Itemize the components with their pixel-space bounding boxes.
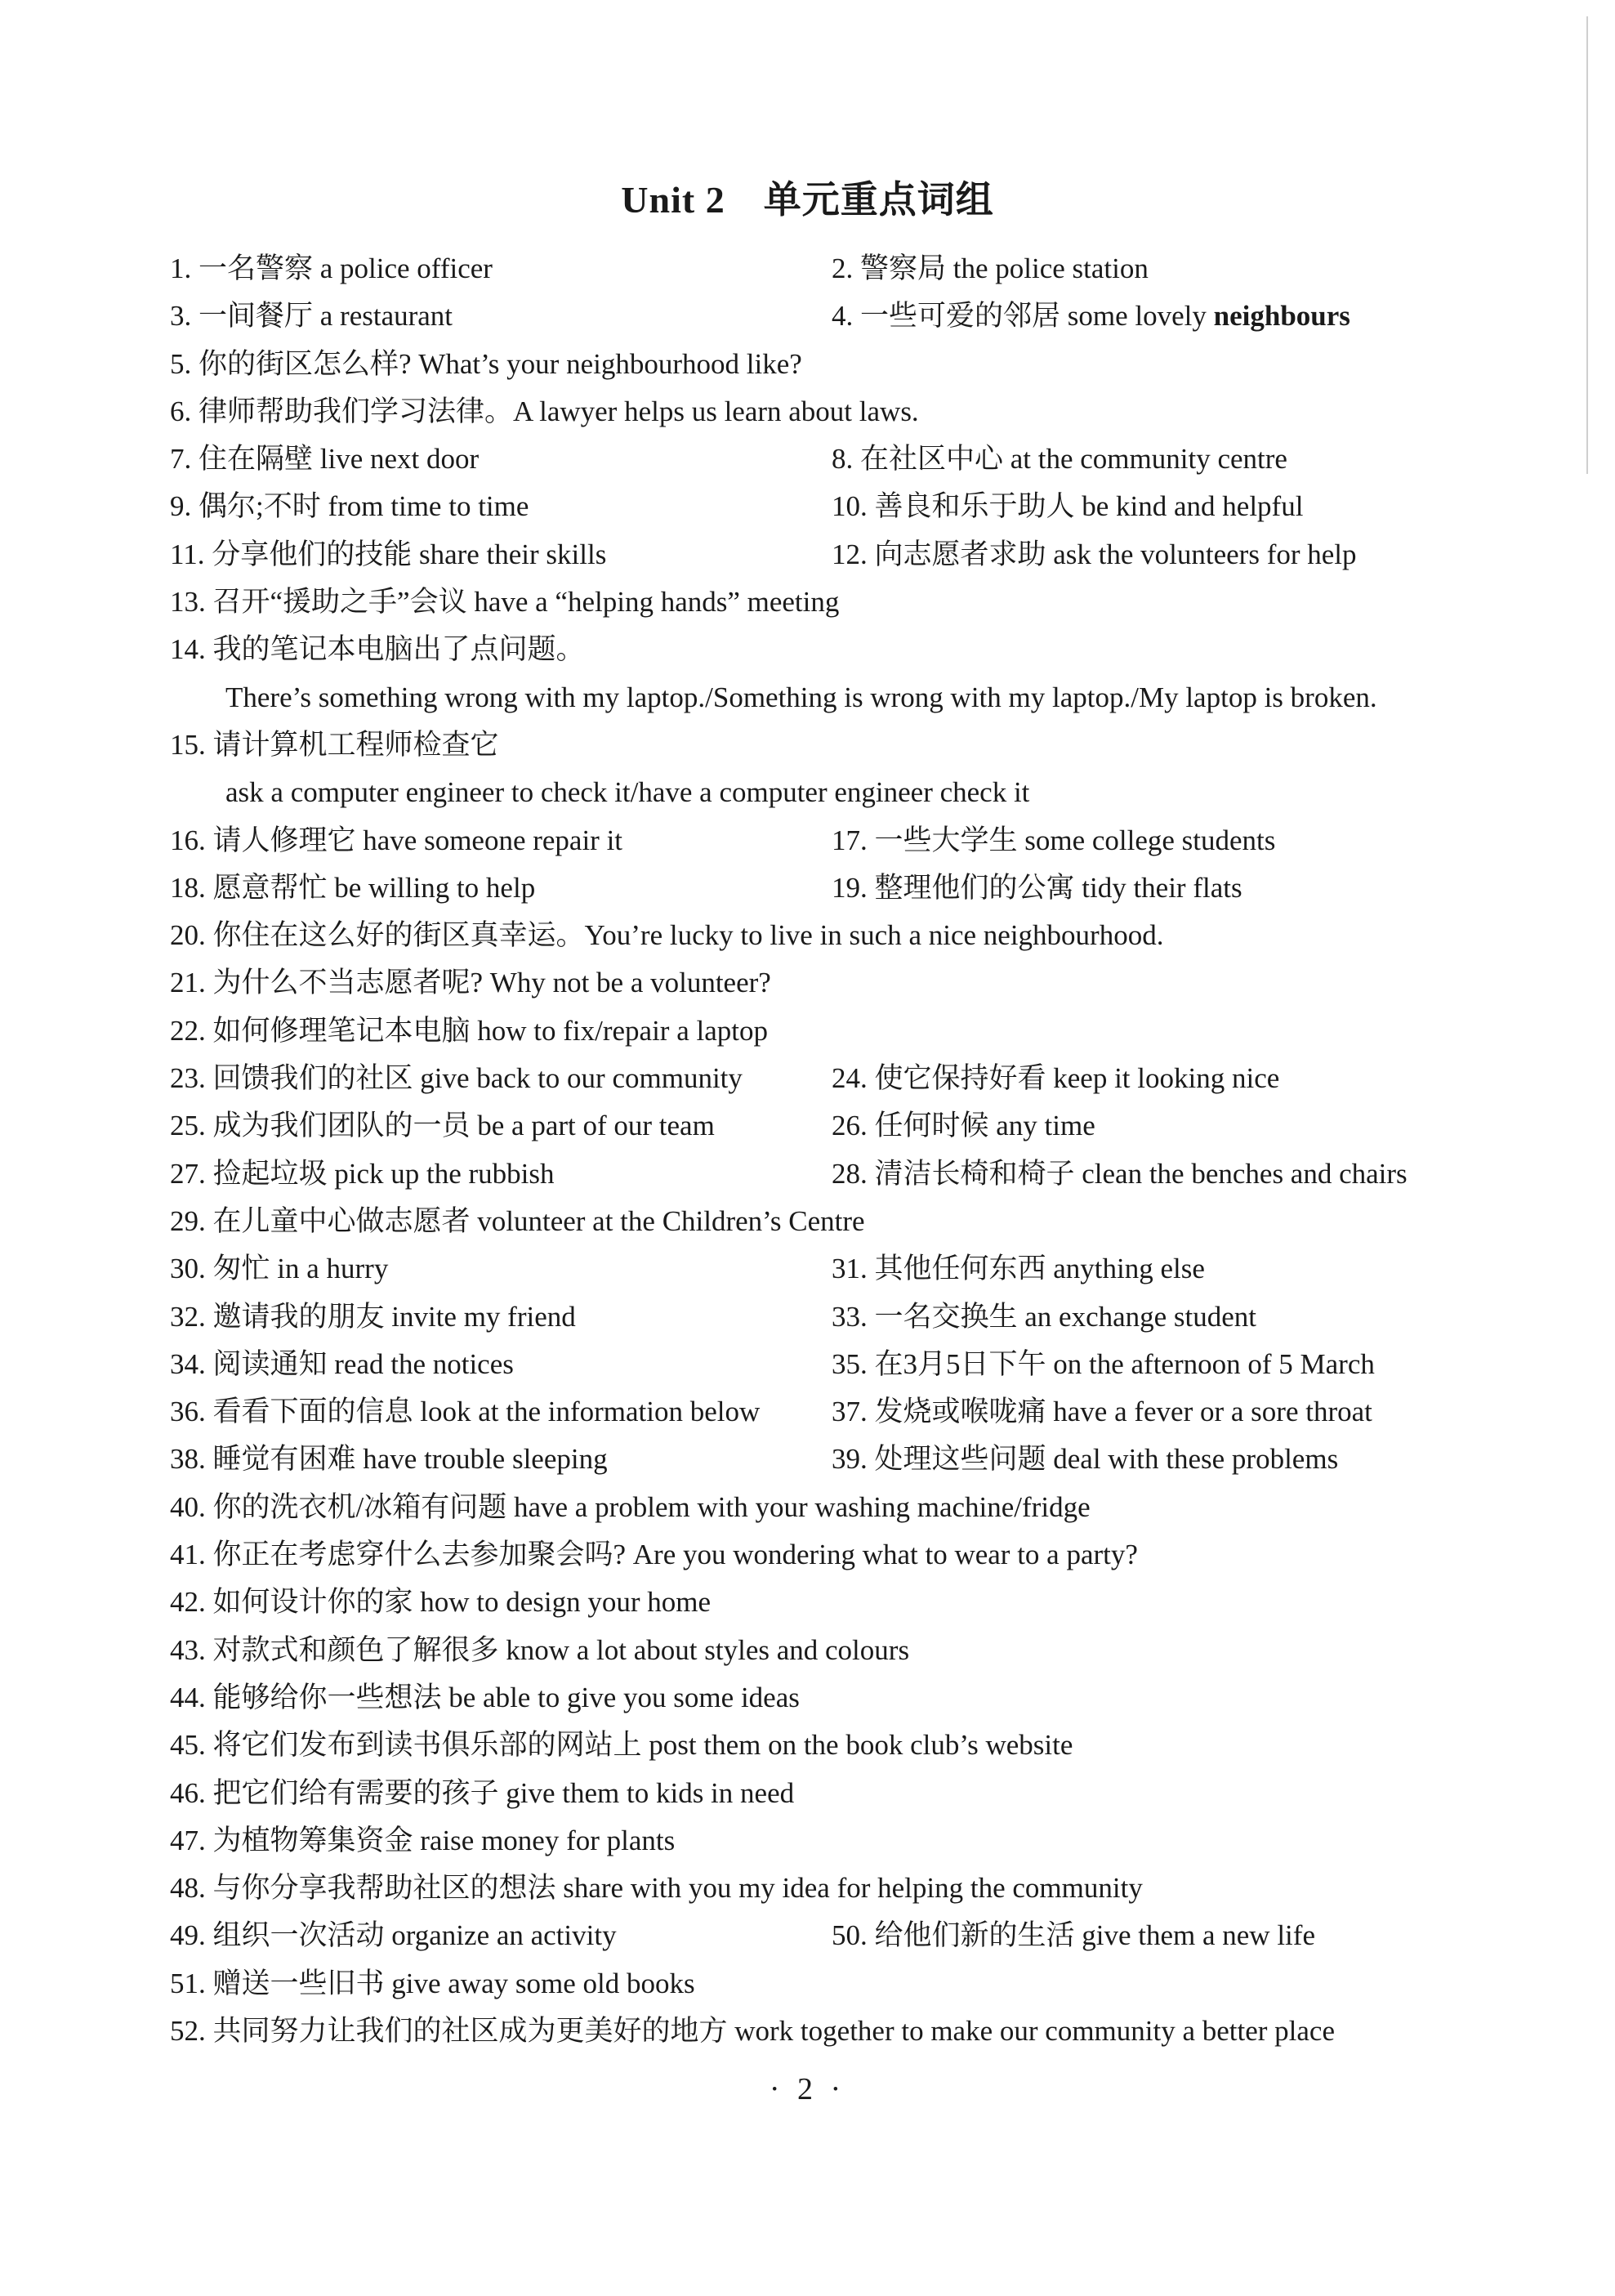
phrase-14: 14. 我的笔记本电脑出了点问题。 xyxy=(170,633,585,666)
list-item xyxy=(170,1484,1485,1531)
phrase-52: 52. 共同努力让我们的社区成为更美好的地方 work together to make our community a better place xyxy=(170,2014,1335,2047)
list-item xyxy=(170,245,1485,293)
phrase-12: 12. 向志愿者求助 ask the volunteers for help xyxy=(832,538,1357,570)
phrase-42: 42. 如何设计你的家 how to design your home xyxy=(170,1586,712,1619)
phrase-34: 34. 阅读通知 read the notices xyxy=(170,1347,514,1380)
phrase-19: 19. 整理他们的公寓 tidy their flats xyxy=(832,871,1242,904)
phrase-2: 2. 警察局 the police station xyxy=(832,252,1149,284)
list-item xyxy=(170,483,1485,530)
list-item xyxy=(170,1102,1485,1150)
phrase-49: 49. 组织一次活动 organize an activity xyxy=(170,1919,617,1952)
phrase-25: 25. 成为我们团队的一员 be a part of our team xyxy=(170,1110,715,1142)
phrase-39: 39. 处理这些问题 deal with these problems xyxy=(832,1443,1339,1476)
phrase-5: 5. 你的街区怎么样? What’s your neighbourhood like? xyxy=(170,347,802,380)
phrase-6: 6. 律师帮助我们学习法律。A lawyer helps us learn about laws. xyxy=(170,395,919,427)
list-item xyxy=(170,1198,1485,1245)
phrase-16: 16. 请人修理它 have someone repair it xyxy=(170,824,623,856)
phrase-31: 31. 其他任何东西 anything else xyxy=(832,1253,1205,1285)
list-item xyxy=(170,341,1485,388)
phrase-37: 37. 发烧或喉咙痛 have a fever or a sore throat xyxy=(832,1396,1372,1428)
list-item xyxy=(170,2008,1485,2055)
list-item xyxy=(170,531,1485,578)
phrase-44: 44. 能够给你一些想法 be able to give you some ideas xyxy=(170,1681,800,1713)
phrase-20: 20. 你住在这么好的街区真幸运。You’re lucky to live in such a nice neighbourhood. xyxy=(170,919,1164,952)
list-item xyxy=(170,721,1485,769)
phrase-14-translation: There’s something wrong with my laptop./Something is wrong with my laptop./My laptop is broken. xyxy=(225,681,1377,713)
list-item xyxy=(170,1960,1485,2008)
list-item xyxy=(170,1722,1485,1769)
list-item xyxy=(170,1245,1485,1293)
list-item xyxy=(170,1865,1485,1912)
phrase-30: 30. 匆忙 in a hurry xyxy=(170,1253,389,1285)
phrase-list xyxy=(170,245,1485,2055)
page-title: Unit 2 单元重点词组 xyxy=(621,179,994,221)
list-item xyxy=(170,436,1485,483)
phrase-24: 24. 使它保持好看 keep it looking nice xyxy=(832,1062,1280,1095)
phrase-47: 47. 为植物筹集资金 raise money for plants xyxy=(170,1824,676,1856)
phrase-43: 43. 对款式和颜色了解很多 know a lot about styles and colours xyxy=(170,1633,910,1666)
phrase-8: 8. 在社区中心 at the community centre xyxy=(832,443,1287,476)
list-item xyxy=(170,1055,1485,1102)
phrase-46: 46. 把它们给有需要的孩子 give them to kids in need xyxy=(170,1776,795,1809)
phrase-38: 38. 睡觉有困难 have trouble sleeping xyxy=(170,1443,608,1476)
list-item xyxy=(170,1436,1485,1483)
phrase-7: 7. 住在隔壁 live next door xyxy=(170,443,480,476)
phrase-36: 36. 看看下面的信息 look at the information below xyxy=(170,1396,761,1428)
phrase-18: 18. 愿意帮忙 be willing to help xyxy=(170,871,536,904)
phrase-15-translation: ask a computer engineer to check it/have a computer engineer check it xyxy=(225,776,1030,809)
list-item xyxy=(170,959,1485,1007)
list-item xyxy=(170,626,1485,673)
list-item xyxy=(170,578,1485,626)
list-item xyxy=(170,1627,1485,1674)
phrase-3: 3. 一间餐厅 a restaurant xyxy=(170,300,453,333)
phrase-9: 9. 偶尔;不时 from time to time xyxy=(170,490,529,523)
list-item xyxy=(170,1817,1485,1865)
phrase-50: 50. 给他们新的生活 give them a new life xyxy=(832,1919,1315,1952)
list-item xyxy=(170,912,1485,959)
phrase-21: 21. 为什么不当志愿者呢? Why not be a volunteer? xyxy=(170,967,771,999)
list-item xyxy=(170,1007,1485,1055)
phrase-4 xyxy=(832,293,1485,340)
phrase-17: 17. 一些大学生 some college students xyxy=(832,824,1276,856)
phrase-51: 51. 赠送一些旧书 give away some old books xyxy=(170,1967,695,1999)
phrase-41: 41. 你正在考虑穿什么去参加聚会吗? Are you wondering what to wear to a party? xyxy=(170,1539,1138,1571)
list-item xyxy=(170,1293,1485,1341)
list-item xyxy=(170,1341,1485,1388)
list-item xyxy=(170,1388,1485,1436)
page-number: · 2 · xyxy=(769,2072,846,2106)
phrase-32: 32. 邀请我的朋友 invite my friend xyxy=(170,1300,576,1333)
list-item xyxy=(170,293,1485,340)
phrase-22: 22. 如何修理笔记本电脑 how to fix/repair a laptop xyxy=(170,1014,768,1047)
phrase-26: 26. 任何时候 any time xyxy=(832,1110,1095,1142)
phrase-1: 1. 一名警察 a police officer xyxy=(170,252,493,284)
phrase-48: 48. 与你分享我帮助社区的想法 share with you my idea for helping the community xyxy=(170,1872,1143,1905)
list-item-continuation xyxy=(170,769,1485,816)
phrase-28: 28. 清洁长椅和椅子 clean the benches and chairs xyxy=(832,1157,1408,1190)
phrase-10: 10. 善良和乐于助人 be kind and helpful xyxy=(832,490,1304,523)
phrase-4-text: 4. 一些可爱的邻居 some lovely xyxy=(832,300,1214,333)
phrase-23: 23. 回馈我们的社区 give back to our community xyxy=(170,1062,743,1095)
phrase-35: 35. 在3月5日下午 on the afternoon of 5 March xyxy=(832,1347,1375,1380)
phrase-11: 11. 分享他们的技能 share their skills xyxy=(170,538,607,570)
list-item xyxy=(170,1150,1485,1198)
list-item xyxy=(170,1579,1485,1626)
phrase-15: 15. 请计算机工程师检查它 xyxy=(170,728,499,761)
phrase-4-highlight: neighbours xyxy=(1213,300,1350,333)
list-item xyxy=(170,1770,1485,1817)
list-item xyxy=(170,388,1485,436)
scan-edge-line xyxy=(1586,16,1588,474)
list-item xyxy=(170,1912,1485,1959)
phrase-40: 40. 你的洗衣机/冰箱有问题 have a problem with your washing machine/fridge xyxy=(170,1490,1091,1523)
phrase-27: 27. 捡起垃圾 pick up the rubbish xyxy=(170,1157,555,1190)
list-item xyxy=(170,1674,1485,1722)
list-item-continuation xyxy=(170,674,1485,721)
list-item xyxy=(170,864,1485,912)
phrase-13: 13. 召开“援助之手”会议 have a “helping hands” meeting xyxy=(170,586,840,619)
phrase-45: 45. 将它们发布到读书俱乐部的网站上 post them on the book club’s website xyxy=(170,1729,1073,1762)
phrase-29: 29. 在儿童中心做志愿者 volunteer at the Children’s Centre xyxy=(170,1204,865,1237)
phrase-33: 33. 一名交换生 an exchange student xyxy=(832,1300,1257,1333)
list-item xyxy=(170,1531,1485,1579)
list-item xyxy=(170,817,1485,864)
